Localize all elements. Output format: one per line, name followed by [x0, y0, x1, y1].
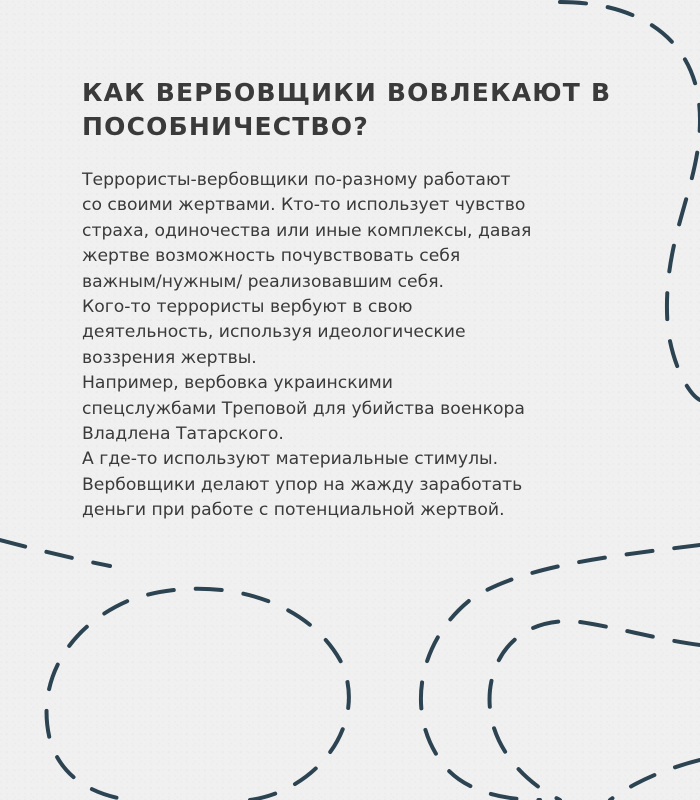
- decor-streak-left: [0, 540, 110, 566]
- decor-arc-right: [610, 760, 700, 800]
- body-line: деятельность, используя идеологические: [82, 322, 466, 343]
- body-line: важным/нужным/ реализовавшим себя.: [82, 271, 445, 292]
- body-line: воззрения жертвы.: [82, 347, 257, 368]
- body-line: страха, одиночества или иные комплексы, давая: [82, 220, 532, 241]
- page-title: КАК ВЕРБОВЩИКИ ВОВЛЕКАЮТ В ПОСОБНИЧЕСТВО?: [82, 78, 612, 141]
- decor-loop-right-outer: [421, 545, 700, 800]
- body-line: Вербовщики делают упор на жажду заработать: [82, 474, 523, 495]
- body-line: Например, вербовка украинскими: [82, 373, 393, 394]
- decor-loop-left: [47, 589, 349, 800]
- body-line: деньги при работе с потенциальной жертвой.: [82, 500, 505, 521]
- body-line: со своими жертвами. Кто-то использует чувство: [82, 195, 526, 216]
- decor-loop-right-inner: [490, 621, 700, 800]
- body-line: Террористы-вербовщики по-разному работают: [82, 170, 511, 190]
- body-text: [82, 168, 652, 524]
- body-line: Кого-то террористы вербуют в свою: [82, 297, 413, 318]
- body-line: А где-то используют материальные стимулы.: [82, 449, 499, 470]
- body-line: жертве возможность почувствовать себя: [82, 246, 461, 267]
- body-line: спецслужбами Треповой для убийства военкора: [82, 398, 525, 419]
- body-line: Владлена Татарского.: [82, 424, 284, 445]
